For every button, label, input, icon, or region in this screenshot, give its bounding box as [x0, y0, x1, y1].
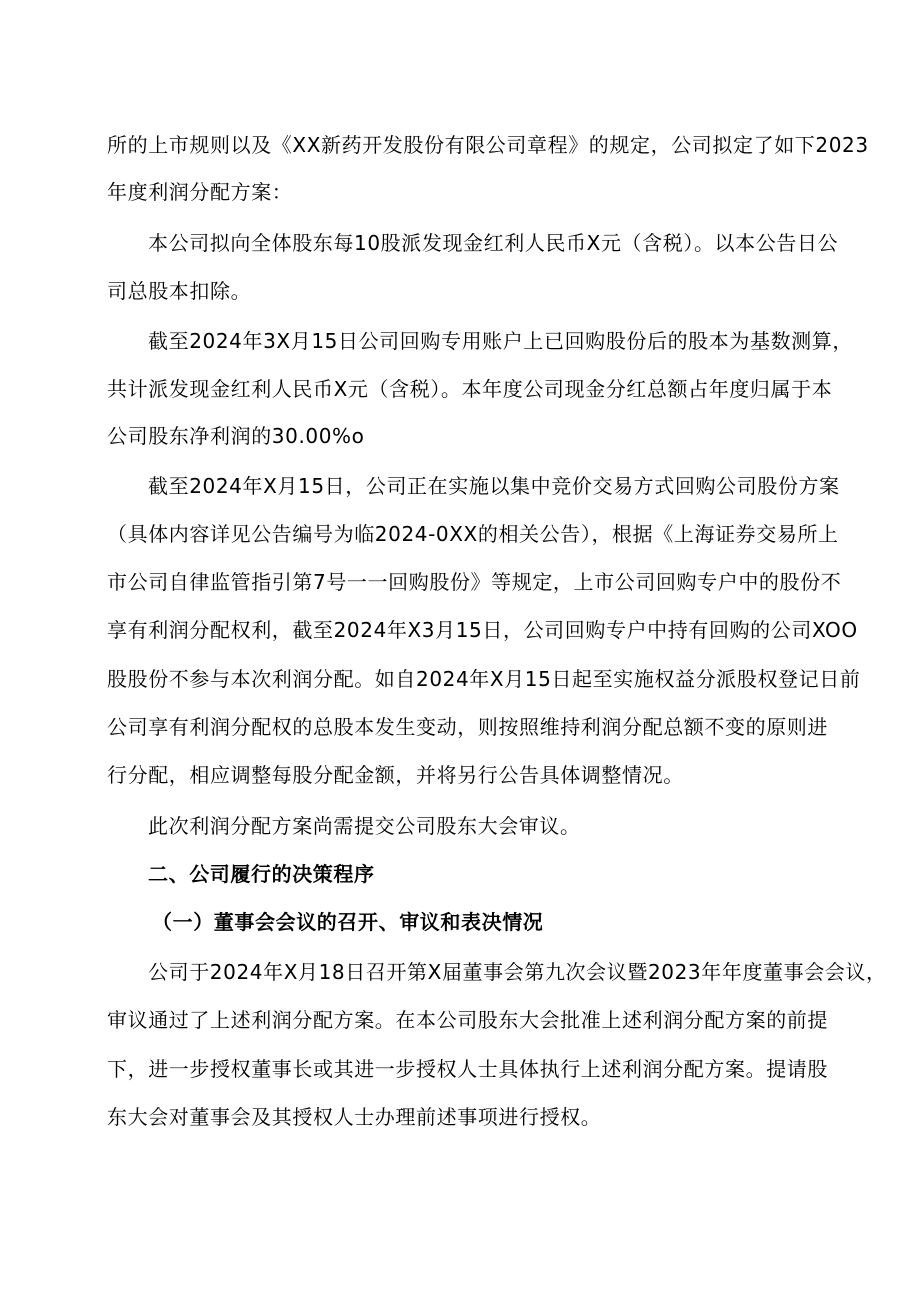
paragraph-line: 公司享有利润分配权的总股本发生变动，则按照维持利润分配总额不变的原则进: [107, 715, 828, 739]
paragraph-line: 股股份不参与本次利润分配。如自2024年X月15日起至实施权益分派股权登记日前: [107, 667, 861, 691]
paragraph-line: 公司于2024年X月18日召开第X届董事会第九次会议暨2023年年度董事会会议，: [148, 960, 887, 984]
paragraph-line: 享有利润分配权利，截至2024年X3月15日，公司回购专户中持有回购的公司XOO: [107, 618, 858, 642]
paragraph-line: 本公司拟向全体股东每10股派发现金红利人民币X元（含税）。以本公告日公: [148, 231, 839, 255]
paragraph-line: （具体内容详见公告编号为临2024-0XX的相关公告），根据《上海证券交易所上: [107, 522, 839, 546]
paragraph-line: 行分配，相应调整每股分配金额，并将另行公告具体调整情况。: [107, 763, 684, 787]
paragraph-line: 共计派发现金红利人民币X元（含税）。本年度公司现金分红总额占年度归属于本: [107, 377, 833, 401]
section-heading: 二、公司履行的决策程序: [148, 862, 375, 886]
paragraph-line: 年度利润分配方案：: [107, 180, 293, 204]
paragraph-line: 东大会对董事会及其授权人士办理前述事项进行授权。: [107, 1105, 602, 1129]
paragraph-line: 截至2024年3X月15日公司回购专用账户上已回购股份后的股本为基数测算，: [148, 329, 853, 353]
subsection-heading: （一）董事会会议的召开、审议和表决情况: [152, 910, 544, 934]
paragraph-line: 截至2024年X月15日，公司正在实施以集中竞价交易方式回购公司股份方案: [148, 474, 840, 498]
paragraph-line: 市公司自律监管指引第7号一一回购股份》等规定，上市公司回购专户中的股份不: [107, 570, 842, 594]
paragraph-line: 此次利润分配方案尚需提交公司股东大会审议。: [148, 814, 581, 838]
paragraph-line: 所的上市规则以及《XX新药开发股份有限公司章程》的规定，公司拟定了如下2023: [107, 133, 869, 157]
paragraph-line: 审议通过了上述利润分配方案。在本公司股东大会批准上述利润分配方案的前提: [107, 1008, 828, 1032]
paragraph-line: 下，进一步授权董事长或其进一步授权人士具体执行上述利润分配方案。提请股: [107, 1057, 828, 1081]
paragraph-line: 司总股本扣除。: [107, 279, 252, 303]
paragraph-line: 公司股东净利润的30.00%o: [107, 424, 365, 448]
